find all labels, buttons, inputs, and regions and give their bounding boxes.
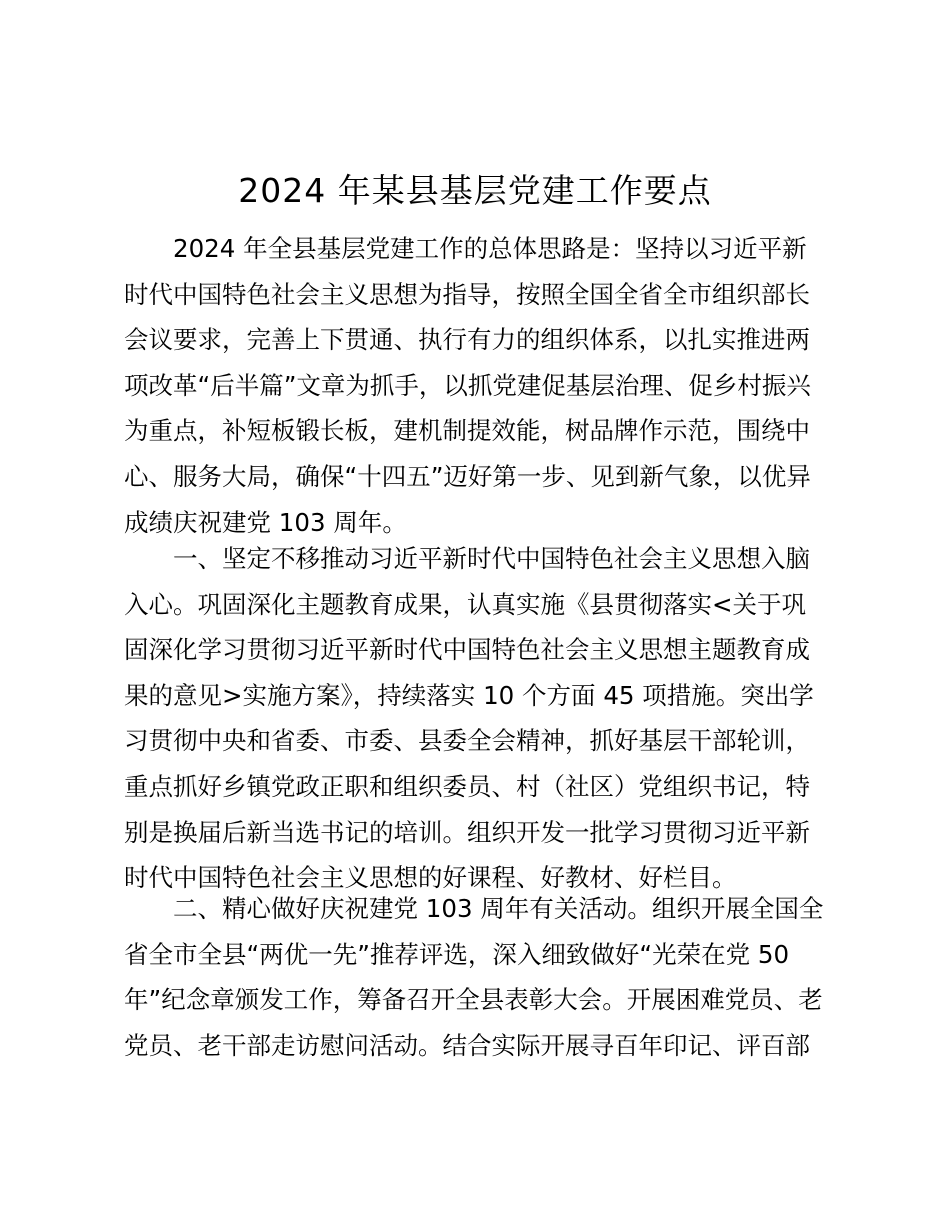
- text-line: 党员、老干部走访慰问活动。结合实际开展寻百年印记、评百部: [124, 1030, 810, 1060]
- text-line: 项改革“后半篇”文章为抓手，以抓党建促基层治理、促乡村振兴: [124, 370, 811, 400]
- text-line: 固深化学习贯彻习近平新时代中国特色社会主义思想主题教育成: [124, 635, 810, 665]
- text-line: 2024 年全县基层党建工作的总体思路是：坚持以习近平新: [173, 234, 807, 263]
- text-line: 时代中国特色社会主义思想为指导，按照全国全省全市组织部长: [124, 279, 810, 309]
- text-line: 果的意见>实施方案》，持续落实 10 个方面 45 项措施。突出学: [124, 680, 814, 710]
- paragraph-section-1: [124, 536, 836, 901]
- text-line: 习贯彻中央和省委、市委、县委全会精神，抓好基层干部轮训，: [124, 726, 810, 756]
- text-line: 年”纪念章颁发工作，筹备召开全县表彰大会。开展困难党员、老: [124, 985, 823, 1015]
- text-line: 重点抓好乡镇党政正职和组织委员、村（社区）党组织书记，特: [124, 771, 810, 801]
- text-line: 成绩庆祝建党 103 周年。: [124, 507, 407, 537]
- text-line: 省全市全县“两优一先”推荐评选，深入细致做好“光荣在党 50: [124, 939, 790, 969]
- text-line: 心、服务大局，确保“十四五”迈好第一步、见到新气象，以优异: [124, 461, 811, 491]
- text-line: 时代中国特色社会主义思想的好课程、好教材、好栏目。: [124, 863, 737, 893]
- text-line: 会议要求，完善上下贯通、执行有力的组织体系，以扎实推进两: [124, 325, 810, 355]
- text-line: 二、精心做好庆祝建党 103 周年有关活动。组织开展全国全: [173, 894, 824, 923]
- text-line: 一、坚定不移推动习近平新时代中国特色社会主义思想入脑: [173, 544, 810, 573]
- text-line: 为重点，补短板锻长板，建机制提效能，树品牌作示范，围绕中: [124, 416, 810, 446]
- text-line: 别是换届后新当选书记的培训。组织开发一批学习贯彻习近平新: [124, 817, 810, 847]
- text-line: 入心。巩固深化主题教育成果，认真实施《县贯彻落实<关于巩: [124, 589, 807, 619]
- paragraph-section-2: [124, 886, 836, 1068]
- document-title: 2024 年某县基层党建工作要点: [238, 171, 712, 210]
- paragraph-overview: [124, 226, 836, 545]
